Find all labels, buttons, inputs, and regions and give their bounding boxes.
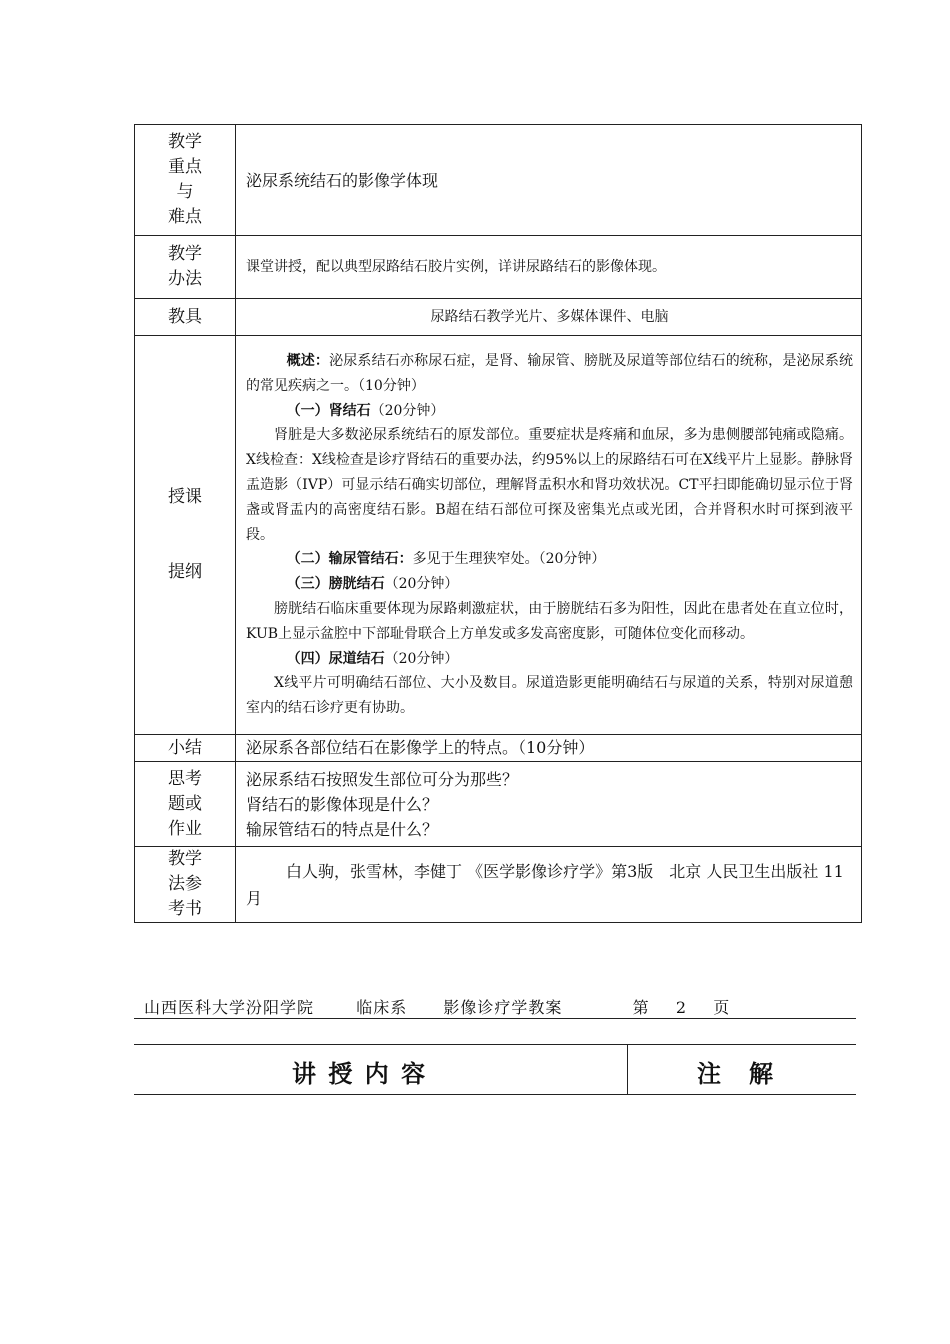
column-divider: [627, 1044, 628, 1094]
section-bladder-heading: （三）膀胱结石（20分钟）: [286, 576, 459, 593]
row-lecture-outline: [135, 336, 862, 735]
summary-content: 泌尿系各部位结石在影像学上的特点。（10分钟）: [236, 735, 862, 762]
department-name: 临床系: [356, 998, 408, 1017]
section-kidney-text: 肾脏是大多数泌尿系统结石的原发部位。重要症状是疼痛和血尿，多为患侧腰部钝痛或隐痛。X线检查：X线检查是诊疗肾结石的重要办法，约95%以上的尿路结石可在X线平片上显影。静脉肾盂造影（IVP）可显示结石确实切部位，理解肾盂积水和肾功效状况。CT平扫即能确切显示位于肾盏或肾盂内的高密度结石影。B超在结石部位可探及密集光点或光团，合并肾积水时可探到液平段。: [246, 427, 854, 543]
label-references: 教学 法参 考书: [135, 847, 236, 923]
label-key-points: 教学 重点 与 难点: [135, 125, 236, 236]
label-questions: 思考 题或 作业: [135, 762, 236, 847]
page-number: 2: [675, 998, 687, 1017]
question-item: 泌尿系结石按照发生部位可分为那些？: [246, 769, 519, 789]
row-teaching-method: [135, 236, 862, 299]
row-teaching-tools: [135, 299, 862, 336]
references-content: 白人驹，张雪林，李健丁 《医学影像诊疗学》第3版 北京 人民卫生出版社 11月: [236, 847, 862, 923]
section-bladder-text: 膀胱结石临床重要体现为尿路刺激症状，由于膀胱结石多为阳性，因此在患者处在直立位时，KUB上显示盆腔中下部耻骨联合上方单发或多发高密度影，可随体位变化而移动。: [246, 600, 853, 642]
column-header-top-line: [134, 1044, 856, 1045]
questions-content: [236, 762, 862, 847]
page-header: [144, 995, 730, 1018]
page-prefix: 第: [632, 998, 650, 1017]
lesson-plan-table: [134, 124, 862, 923]
page-suffix: 页: [713, 998, 731, 1017]
overview-paragraph: 概述：泌尿系结石亦称尿石症，是肾、输尿管、膀胱及尿道等部位结石的统称，是泌尿系统的常见疾病之一。（10分钟）: [246, 353, 854, 394]
section-urethra-heading: （四）尿道结石（20分钟）: [286, 650, 459, 667]
row-questions: [135, 762, 862, 847]
teaching-method-content: 课堂讲授，配以典型尿路结石胶片实例，详讲尿路结石的影像体现。: [236, 236, 862, 299]
lecture-outline-content: [236, 336, 862, 735]
section-urethra-text: X线平片可明确结石部位、大小及数目。尿道造影更能明确结石与尿道的关系，特别对尿道憩室内的结石诊疗更有协助。: [246, 675, 853, 717]
label-summary: 小结: [135, 735, 236, 762]
label-teaching-tools: 教具: [135, 299, 236, 336]
column-header-bottom-line: [134, 1094, 856, 1095]
key-points-content: 泌尿系统结石的影像学体现: [236, 125, 862, 236]
question-item: 肾结石的影像体现是什么？: [246, 794, 439, 814]
label-teaching-method: 教学 办法: [135, 236, 236, 299]
section-ureter-heading: （二）输尿管结石：多见于生理狭窄处。（20分钟）: [286, 551, 606, 568]
row-key-points: [135, 125, 862, 236]
label-lecture-outline: 授课 提纲: [135, 336, 236, 735]
column-lecture-content: 讲 授 内 容: [292, 1059, 428, 1088]
row-summary: [135, 735, 862, 762]
row-references: [135, 847, 862, 923]
course-name: 影像诊疗学教案: [443, 998, 563, 1017]
teaching-tools-content: 尿路结石教学光片、多媒体课件、电脑: [236, 299, 862, 336]
column-notes: 注 解: [697, 1059, 775, 1088]
section-kidney-heading: （一）肾结石（20分钟）: [286, 402, 445, 419]
header-divider: [134, 1018, 856, 1019]
question-item: 输尿管结石的特点是什么？: [246, 819, 439, 839]
school-name: 山西医科大学汾阳学院: [144, 998, 315, 1017]
